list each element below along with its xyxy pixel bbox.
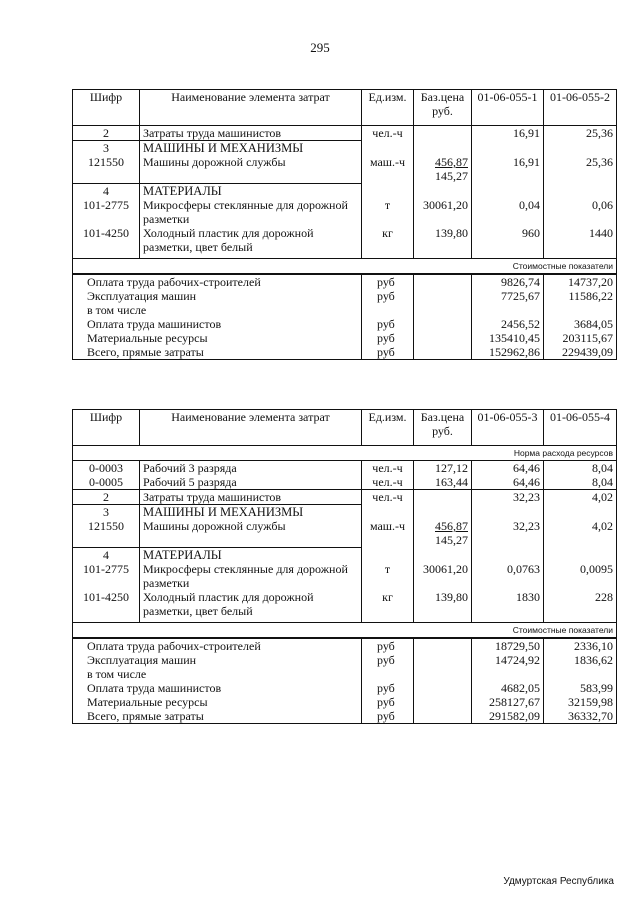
summary-unit: руб	[362, 331, 414, 345]
header-col1: 01-06-055-1	[472, 90, 544, 126]
band-row	[73, 446, 617, 461]
summary-unit: руб	[362, 709, 414, 724]
row-price	[414, 126, 472, 141]
section-row	[73, 183, 617, 198]
row-value-1: 1830	[472, 590, 544, 618]
row-price	[414, 155, 472, 183]
summary-value-1: 258127,67	[472, 695, 544, 709]
row-value-1: 32,23	[472, 519, 544, 547]
band-row	[73, 622, 617, 638]
row-unit: маш.-ч	[362, 519, 414, 547]
row-value-1: 64,46	[472, 461, 544, 476]
summary-unit: руб	[362, 681, 414, 695]
header-name: Наименование элемента затрат	[140, 90, 362, 126]
row-code: 121550	[88, 155, 124, 169]
summary-row	[73, 274, 617, 289]
summary-row	[73, 331, 617, 345]
header-price: Баз.цена руб.	[414, 90, 472, 126]
summary-value-2: 14737,20	[544, 274, 617, 289]
summary-value-2: 1836,62	[544, 653, 617, 667]
row-code: 121550	[88, 519, 124, 533]
table-row	[73, 562, 617, 590]
row-name: Рабочий 3 разряда	[140, 461, 362, 476]
table-header-row	[73, 410, 617, 446]
section-title: МАШИНЫ И МЕХАНИЗМЫ	[140, 141, 362, 156]
row-name: Затраты труда машинистов	[140, 126, 362, 141]
header-unit: Ед.изм.	[362, 90, 414, 126]
summary-value-1: 14724,92	[472, 653, 544, 667]
footer-region: Удмуртская Республика	[503, 876, 614, 887]
row-name: Холодный пластик для дорожной разметки, цвет белый	[140, 590, 362, 618]
header-price: Баз.цена руб.	[414, 410, 472, 446]
summary-unit: руб	[362, 653, 414, 667]
resource-table-1	[72, 89, 617, 360]
summary-value-2: 203115,67	[544, 331, 617, 345]
header-col2: 01-06-055-2	[544, 90, 617, 126]
summary-value-1: 291582,09	[472, 709, 544, 724]
row-value-1: 16,91	[472, 126, 544, 141]
summary-name: Всего, прямые затраты	[87, 708, 204, 723]
table-row	[73, 461, 617, 476]
row-unit: чел.-ч	[362, 126, 414, 141]
row-value-1: 32,23	[472, 490, 544, 505]
summary-row	[73, 638, 617, 653]
row-name: Машины дорожной службы	[140, 155, 362, 183]
row-unit: чел.-ч	[362, 490, 414, 505]
header-code: Шифр	[73, 90, 140, 126]
row-price	[414, 519, 472, 547]
row-name: Машины дорожной службы	[140, 519, 362, 547]
summary-name: Эксплуатация машин	[87, 652, 197, 667]
row-code: 4	[73, 183, 140, 198]
summary-row	[73, 695, 617, 709]
row-value-1: 16,91	[472, 155, 544, 183]
summary-unit: руб	[362, 345, 414, 360]
row-price	[414, 490, 472, 505]
summary-value-2: 32159,98	[544, 695, 617, 709]
header-name: Наименование элемента затрат	[140, 410, 362, 446]
row-price: 163,44	[414, 475, 472, 490]
row-name: Холодный пластик для дорожной разметки, цвет белый	[140, 226, 362, 254]
row-unit: чел.-ч	[362, 475, 414, 490]
summary-value-1: 7725,67	[472, 289, 544, 303]
row-name: Затраты труда машинистов	[140, 490, 362, 505]
summary-row	[73, 667, 617, 681]
summary-value-2: 36332,70	[544, 709, 617, 724]
summary-row	[73, 345, 617, 360]
row-name: Микросферы стеклянные для дорожной разметки	[140, 198, 362, 226]
row-value-2: 4,02	[544, 490, 617, 505]
row-code: 3	[73, 505, 140, 520]
section-row	[73, 505, 617, 520]
table-row	[73, 475, 617, 490]
row-name: Микросферы стеклянные для дорожной разметки	[140, 562, 362, 590]
row-unit: маш.-ч	[362, 155, 414, 183]
summary-row	[73, 303, 617, 317]
row-value-2: 228	[544, 590, 617, 618]
summary-value-2: 2336,10	[544, 638, 617, 653]
summary-value-1: 152962,86	[472, 345, 544, 360]
row-code: 0-0005	[89, 475, 123, 489]
summary-name: Оплата труда машинистов	[87, 316, 222, 331]
row-unit: кг	[362, 226, 414, 254]
row-code: 4	[73, 547, 140, 562]
band-row	[73, 258, 617, 274]
summary-name: в том числе	[87, 666, 147, 681]
summary-name: Оплата труда рабочих-строителей	[73, 638, 362, 653]
table-row	[73, 126, 617, 141]
row-code: 3	[73, 141, 140, 156]
row-value-1: 960	[472, 226, 544, 254]
table-row	[73, 590, 617, 618]
summary-name: Материальные ресурсы	[87, 330, 208, 345]
table-row	[73, 519, 617, 547]
summary-unit: руб	[362, 274, 414, 289]
row-unit: т	[362, 198, 414, 226]
header-unit: Ед.изм.	[362, 410, 414, 446]
row-price: 127,12	[414, 461, 472, 476]
section-row	[73, 547, 617, 562]
row-code: 0-0003	[73, 461, 140, 476]
row-code: 101-4250	[83, 225, 129, 240]
row-value-2: 8,04	[544, 475, 617, 490]
row-value-2: 4,02	[544, 519, 617, 547]
row-code: 2	[73, 126, 140, 141]
summary-row	[73, 289, 617, 303]
row-value-2: 8,04	[544, 461, 617, 476]
page-number: 295	[310, 40, 330, 55]
row-code: 101-2775	[83, 561, 129, 576]
section-title: МАТЕРИАЛЫ	[140, 547, 362, 562]
summary-row	[73, 317, 617, 331]
summary-unit: руб	[362, 317, 414, 331]
summary-row	[73, 681, 617, 695]
header-code: Шифр	[73, 410, 140, 446]
row-code: 101-4250	[83, 589, 129, 604]
header-col2: 01-06-055-4	[544, 410, 617, 446]
row-price: 139,80	[414, 226, 472, 254]
row-unit: т	[362, 562, 414, 590]
section-title: МАШИНЫ И МЕХАНИЗМЫ	[140, 505, 362, 520]
summary-value-1: 2456,52	[472, 317, 544, 331]
summary-name: Материальные ресурсы	[87, 694, 208, 709]
table-row	[73, 155, 617, 183]
row-unit: чел.-ч	[362, 461, 414, 476]
summary-name: Эксплуатация машин	[87, 288, 197, 303]
row-price: 30061,20	[414, 562, 472, 590]
row-name: Рабочий 5 разряда	[140, 475, 362, 490]
table-header-row	[73, 90, 617, 126]
row-code: 101-2775	[83, 197, 129, 212]
section-row	[73, 141, 617, 156]
row-price: 30061,20	[414, 198, 472, 226]
row-unit: кг	[362, 590, 414, 618]
row-value-2: 0,06	[544, 198, 617, 226]
summary-row	[73, 709, 617, 724]
price-secondary: 145,27	[435, 533, 468, 547]
table-row	[73, 490, 617, 505]
row-value-1: 0,0763	[472, 562, 544, 590]
price-main: 456,87	[435, 519, 468, 533]
header-col1: 01-06-055-3	[472, 410, 544, 446]
row-value-2: 25,36	[544, 126, 617, 141]
section-title: МАТЕРИАЛЫ	[140, 183, 362, 198]
summary-name: Оплата труда рабочих-строителей	[73, 274, 362, 289]
row-value-2: 0,0095	[544, 562, 617, 590]
table-row	[73, 198, 617, 226]
row-code: 2	[73, 490, 140, 505]
summary-row	[73, 653, 617, 667]
row-value-2: 25,36	[544, 155, 617, 183]
summary-value-2: 583,99	[544, 681, 617, 695]
row-value-1: 0,04	[472, 198, 544, 226]
price-secondary: 145,27	[435, 169, 468, 183]
summary-unit: руб	[362, 695, 414, 709]
resource-table-2	[72, 409, 617, 724]
band-cost-indicators: Стоимостные показатели	[73, 622, 617, 638]
summary-value-2: 229439,09	[544, 345, 617, 360]
summary-name: Всего, прямые затраты	[87, 344, 204, 359]
summary-value-1: 135410,45	[472, 331, 544, 345]
price-main: 456,87	[435, 155, 468, 169]
summary-value-1: 4682,05	[472, 681, 544, 695]
row-value-2: 1440	[544, 226, 617, 254]
table-row	[73, 226, 617, 254]
band-cost-indicators: Стоимостные показатели	[73, 258, 617, 274]
summary-unit: руб	[362, 289, 414, 303]
summary-value-2: 3684,05	[544, 317, 617, 331]
summary-value-1: 18729,50	[472, 638, 544, 653]
band-norm: Норма расхода ресурсов	[513, 448, 613, 458]
summary-value-1: 9826,74	[472, 274, 544, 289]
row-value-1: 64,46	[472, 475, 544, 490]
summary-name: Оплата труда машинистов	[87, 680, 222, 695]
summary-value-2: 11586,22	[544, 289, 617, 303]
summary-name: в том числе	[87, 302, 147, 317]
summary-unit: руб	[362, 638, 414, 653]
row-price: 139,80	[414, 590, 472, 618]
